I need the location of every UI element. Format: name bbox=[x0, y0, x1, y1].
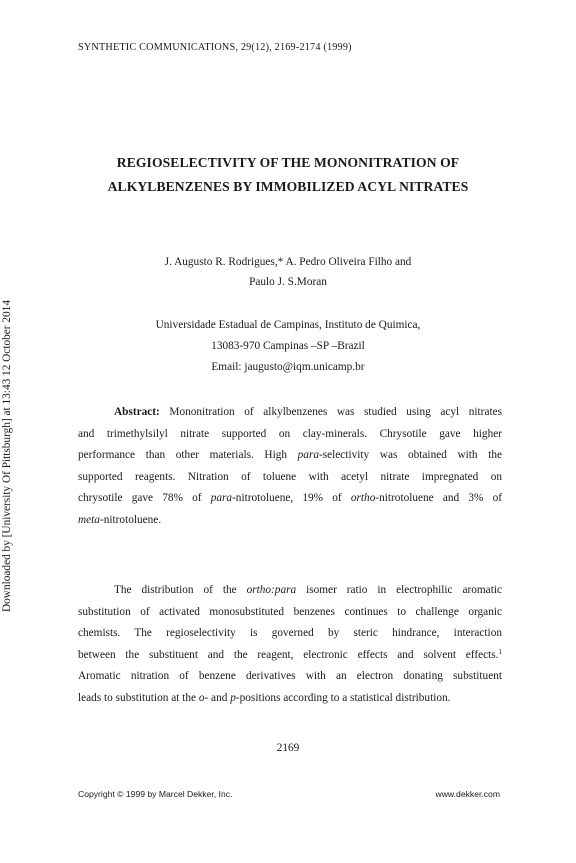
affiliation-email: Email: jaugusto@iqm.unicamp.br bbox=[211, 361, 365, 373]
body-line: Aromatic nitration of benzene derivatives with an electron donating substituent bbox=[78, 670, 502, 683]
affiliation-line-2: 13083-970 Campinas –SP –Brazil bbox=[211, 340, 365, 352]
affiliation-line-1: Universidade Estadual de Campinas, Instituto de Quimica, bbox=[155, 319, 421, 331]
article-title-line-1: REGIOSELECTIVITY OF THE MONONITRATION OF bbox=[116, 155, 460, 170]
copyright-notice: Copyright © 1999 by Marcel Dekker, Inc. bbox=[78, 789, 233, 799]
body-line: The distribution of the ortho:para isomer ratio in electrophilic aromatic bbox=[114, 584, 502, 596]
publisher-website: www.dekker.com bbox=[435, 789, 500, 799]
body-line: between the substituent and the reagent, electronic effects and solvent effects.$^1$ bbox=[78, 647, 502, 661]
authors-line-2: Paulo J. S.Moran bbox=[249, 276, 327, 288]
abstract-line: Abstract: Mononitration of alkylbenzenes was studied using acyl nitrates bbox=[114, 406, 503, 418]
page-number: 2169 bbox=[276, 742, 300, 754]
body-line: chemists. The regioselectivity is governed by steric hindrance, interaction bbox=[78, 627, 502, 640]
abstract-line: performance than other materials. High para-selectivity was obtained with the bbox=[78, 449, 502, 462]
body-line: substitution of activated monosubstituted benzenes continues to challenge organic bbox=[78, 605, 502, 618]
abstract-line: chrysotile gave 78% of para-nitrotoluene, 19% of ortho-nitrotoluene and 3% of bbox=[78, 492, 502, 505]
abstract-line: supported reagents. Nitration of toluene with acetyl nitrate impregnated on bbox=[78, 470, 502, 483]
abstract-label: Abstract: bbox=[114, 406, 160, 418]
reference-marker: 1 bbox=[498, 647, 502, 656]
body-paragraph bbox=[78, 580, 502, 710]
abstract bbox=[78, 402, 502, 532]
abstract-line: meta-nitrotoluene. bbox=[78, 513, 162, 526]
article-title-line-2: ALKYLBENZENES BY IMMOBILIZED ACYL NITRATES bbox=[107, 179, 469, 194]
journal-citation: SYNTHETIC COMMUNICATIONS, 29(12), 2169-2174 (1999) bbox=[78, 42, 352, 53]
body-line: leads to substitution at the o- and p-positions according to a statistical distribution. bbox=[78, 691, 451, 704]
download-watermark: Downloaded by [University Of Pittsburgh] at 13:43 12 October 2014 bbox=[1, 300, 13, 612]
authors-line-1: J. Augusto R. Rodrigues,* A. Pedro Oliveira Filho and bbox=[164, 256, 412, 268]
abstract-line: and trimethylsilyl nitrate supported on clay-minerals. Chrysotile gave higher bbox=[78, 427, 502, 440]
